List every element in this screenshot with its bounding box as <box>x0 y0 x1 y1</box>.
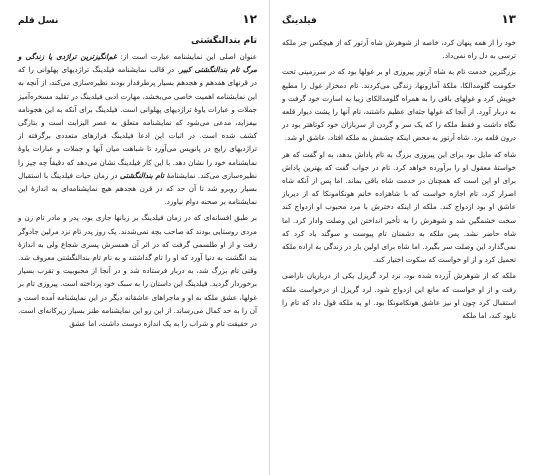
right-page-number: ١٣ <box>501 12 516 26</box>
bold-title-run: تام بندالنگشتی <box>119 170 165 180</box>
right-body-text <box>282 36 516 322</box>
paragraph <box>18 211 257 330</box>
paragraph <box>282 148 516 267</box>
left-running-title: نسل قلم <box>18 16 59 26</box>
paragraph <box>18 50 257 208</box>
right-running-head <box>282 12 516 26</box>
text-run: در زمان حیات فیلدینگ با استقبال بسیار روبرو شد تا آن حد که در قرن هجدهم هیچ نمایشنامه‌ای به اندازهٔ این نمایشنامه بر صحنه دوام نیاورد. <box>18 170 257 207</box>
section-heading: تام بندالنگشتی <box>190 36 257 46</box>
right-running-title: فیلدینگ <box>282 16 317 26</box>
left-page-number: ١٢ <box>242 12 257 26</box>
text-run: . در قالب نمایشنامه فیلدینگ تراژدیهای پهلوانی را که در قرنهای هفدهم و هجدهم بسیار پرطرفدار بودند نظیره‌سازی می‌کند، از آنچه به این نمایشنامه اهمیت خاصی می‌بخشد، مهارت ادبی فیلدینگ در تقلید مسخره‌آمیز جملات و عبارات یاوهٔ تراژدیهای پهلوانی است. فیلدینگ برای آنکه به این هجونامه بیفزاید، مدعی می‌شود که نمایشنامه متعلق به عصر الیزابت است و بتازگی کشف شده است. در اثبات این ادعا فیلدینگ فرازهای متعددی برگرفته از تراژدیهای رایج در پانویس می‌آورد تا شباهت میان آنها و جملات و عبارات یاوهٔ نمایشنامه خود را نشان دهد. با این کار فیلدینگ نشان می‌دهد که دقیقاً چه چیز را نظیره‌سازی می‌کند. نمایشنامهٔ <box>18 65 257 180</box>
paragraph <box>282 65 516 144</box>
left-body-text <box>18 50 257 330</box>
text-run: خود را از همه پنهان کرد، خاصه از شوهرش شاه آرتور که از هیچکس جز ملکه ترسی به دل راه نمی‌داد. <box>282 38 516 61</box>
text-run: عنوان اصلی این نمایشنامه عبارت است از: <box>116 52 257 61</box>
right-page <box>269 0 538 475</box>
left-running-head <box>18 12 257 26</box>
bold-title-run: غم‌انگیزترین تراژدی‌ یا زندگی و مرگ تام بندالنگشتی کبیر <box>18 52 257 75</box>
text-run: بزرگترین خدمت تام به شاه آرتور پیروزی او بر غولها بود که در سرزمینی تحت حکومت گلومدالکا، ملکهٔ آمازونها، زندگی می‌کردند. تام دمخزار غول را مطیع خویش کرد و غولهای باقی را به همراه گلومدالکای زیبا به اسارت خود گرفت و به دربار آورد. از آنجا که غولها جثه‌ای عظیم داشتند، تام آنها را پشت دیوار قلعه نگاه داشت و فقط ملکه را که یک سر و گردن از سربازان خود کوتاهتر بود در درون قلعه برد. شاه آرتور به محض اینکه چشمش به ملکه افتاد، عاشق او شد. <box>282 67 516 143</box>
paragraph <box>282 269 516 322</box>
text-run: شاه که مایل بود برای این پیروزی بزرگ به تام پاداش بدهد، به او گفت که هر خواستهٔ معقول او را برآورده خواهد کرد. تام در جواب گفت که بهترین پاداش برای او این است که همچنان در خدمت شاه باقی بماند. اما پس از آنکه شاه اصرار کرد، تام اجازه خواست که با شاهزاده خانم هونکامونکا که از دیرباز عاشق او بود ازدواج کند. ملکه از اینکه دخترش با مرد محبوب او ازدواج کند سخت خشمگین شد و شوهرش را به تأخیر انداختن این وصلت وادار کرد. اما شاه حاضر نشد. پس ملکه به دشمنان تام پیوست و سوگند یاد کرد که نمی‌گذارد این وصلت سر بگیرد. اما شاه برای اولین بار در زندگی به اراده ملکه تحمیل کرد و از او خواست که سکوت اختیار کند. <box>282 149 516 265</box>
paragraph <box>282 36 516 62</box>
text-run: بر طبق افسانه‌ای که در زمان فیلدینگ بر زبانها جاری بود، پدر و مادر تام زن و مردی روستایی بودند که صاحب بچه نمی‌شدند. یک روز پدر تام نزد مرلین جادوگر رفت و از او طلسمی گرفت که در اثر آن همسرش پسری شجاع ولی به اندازهٔ بند انگشت به دنیا آورد که او را تام گذاشتند و به نام تام بندالنگشتی معروف شد. وقتی تام بزرگ شد، به دربار فرستاده شد و در آنجا از محبوبیت و تقرب بسیار برخوردار گردید. فیلدینگ این داستان را به سبک خود پرداخته است. پیروزی تام بر غولها، عشق ملکه به او و ماجراهای عاشقانه دیگر در این نمایشنامه آمده است و آن را به حد کمال می‌رساند. از این رو این نمایشنامه طنز بسیار زیرکانه‌ای است. در حقیقت تام و شراب را به یک اندازه دوست داشت، اما عشق <box>18 213 257 329</box>
text-run: ملکه که از شوهرش آزرده شده بود، نزد لرد گریزل یکی از درباریان ناراضی رفت و از او خواست که مانع این ازدواج شود. لرد گریزل از درخواست ملکه استقبال کرد چون او نیز عاشق هونکامونکا بود. او به ملکه قول داد که تام را نابود کند، اما ملکه <box>282 271 516 321</box>
